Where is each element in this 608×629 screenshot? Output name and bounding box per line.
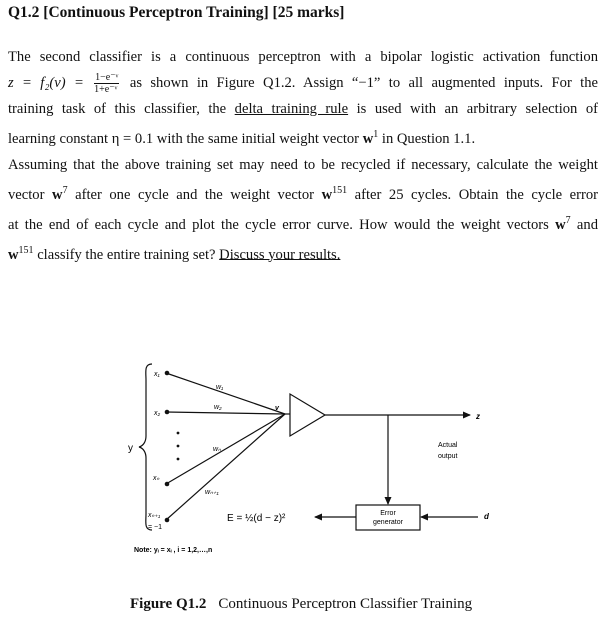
augmented-input-value: = −1 <box>148 524 163 531</box>
input-line-2 <box>166 412 285 414</box>
question-body <box>8 44 598 267</box>
p1-line-2: z = f₂(v) = $\frac{\text{1−e⁻ᵛ}}{\text{1+e⁻ᵛ}}$ as shown in Figure Q1.2. Assign “−1” to all augmented inputs. For the <box>8 72 598 96</box>
p2-line-1: Assuming that the above training set may need to be recycled if necessary, calculate the weight <box>8 156 598 173</box>
actual-output-label: Actual <box>438 442 458 449</box>
input-label-2: x₂ <box>154 410 161 417</box>
error-generator-label: generator <box>373 519 403 526</box>
y-label: y <box>128 443 133 454</box>
activation-function: z = f₂(v) = <box>8 75 84 91</box>
actual-output-label: output <box>438 453 458 460</box>
weight-label-1: w₁ <box>216 384 224 391</box>
d-label: d <box>484 512 489 521</box>
p1-line-1: The second classifier is a continuous perceptron with a bipolar logistic activation function <box>8 49 598 65</box>
activation-fraction: $\frac{\text{1−e⁻ᵛ}}{\text{1+e⁻ᵛ}}$ <box>94 72 119 96</box>
p1-line-4: learning constant η = 0.1 with the same initial weight vector $w^1$ in Question 1.1. <box>8 129 476 147</box>
input-point-augmented <box>165 518 170 523</box>
p2-line-4: $w^{151}$ classify the entire training set? Discuss your results. <box>8 244 341 263</box>
ellipsis-dot <box>177 432 180 435</box>
z-label: z <box>476 412 480 421</box>
input-label-1: x₁ <box>154 371 160 378</box>
ellipsis-dot <box>177 445 180 448</box>
weight-label-augmented: wₙ₊₁ <box>205 489 219 496</box>
input-brace <box>139 364 152 530</box>
error-generator-box <box>356 505 420 530</box>
ellipsis-dot <box>177 458 180 461</box>
input-point-2 <box>165 410 170 415</box>
delta-rule-link: delta training rule <box>234 101 349 117</box>
figure-number: Figure Q1.2 <box>130 596 207 612</box>
augmented-input-label: xₙ₊₁ <box>148 512 161 519</box>
figure-title: Continuous Perceptron Classifier Training <box>218 596 473 612</box>
figure-caption <box>130 596 472 613</box>
input-line-augmented <box>166 414 285 520</box>
input-point-1 <box>165 371 170 376</box>
activation-triangle <box>290 394 325 436</box>
error-formula: E = ½(d − z)² <box>227 513 286 524</box>
input-line-1 <box>166 373 285 414</box>
perceptron-diagram <box>0 350 608 590</box>
discuss-results-link: Discuss your results. <box>219 246 341 263</box>
input-line-n <box>166 414 285 484</box>
v-label: v <box>275 405 279 412</box>
error-generator-label: Error <box>380 510 396 517</box>
input-label-n: xₙ <box>153 475 160 482</box>
weight-label-n: wₙ <box>213 446 221 453</box>
input-point-n <box>165 482 170 487</box>
p2-line-3: at the end of each cycle and plot the cycle error curve. How would the weight vectors $w^7$ and <box>8 214 598 233</box>
p1-line-3: training task of this classifier, the delta training rule is used with an arbitrary selection of <box>8 101 599 117</box>
weight-label-2: w₂ <box>214 404 222 411</box>
p2-line-2: vector $w^7$ after one cycle and the weight vector $w^{151}$ after 25 cycles. Obtain the cycle error <box>8 184 599 203</box>
question-heading: Q1.2 [Continuous Perceptron Training] [25 marks] <box>8 4 345 21</box>
diagram-note: Note: yᵢ = xᵢ , i = 1,2,…,n <box>134 547 213 554</box>
